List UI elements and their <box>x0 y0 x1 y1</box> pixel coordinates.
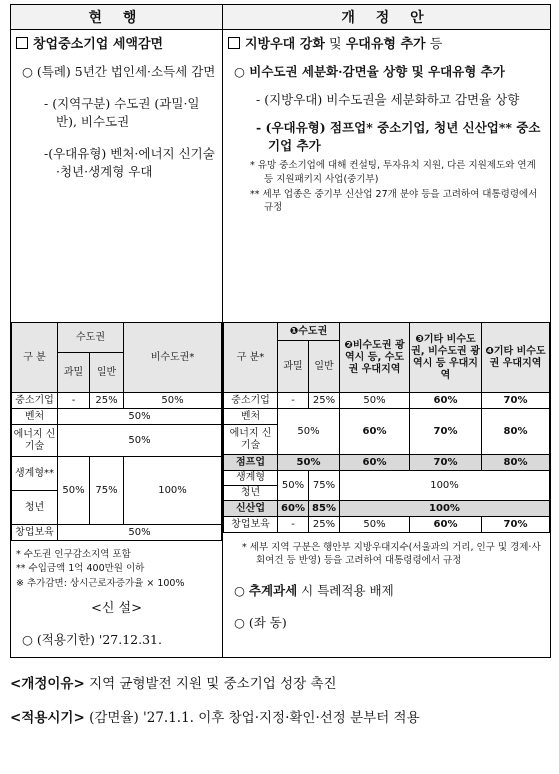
current-note: * 수도권 인구감소지역 포함 <box>16 549 131 560</box>
revised-note: ** 세부 업종은 중기부 신산업 27개 분야 등을 고려하여 대통령령에서 규정 <box>250 188 538 214</box>
current-note: ※ 추가감면: 상시근로자증가율 × 100% <box>16 577 185 589</box>
revised-column <box>223 30 551 658</box>
row-label: 청년 <box>224 486 278 501</box>
cell: 100% <box>340 501 550 517</box>
th-region-4: ❹기타 비수도권 우대지역 <box>482 323 550 393</box>
row-label: 청년 <box>12 491 58 525</box>
th-general: 일반 <box>309 341 340 393</box>
current-expiry: ○ (적용기한) '27.12.31. <box>22 631 162 647</box>
row-label: 창업보육 <box>224 517 278 533</box>
current-title: 창업중소기업 세액감면 <box>16 36 217 55</box>
cell: 50% <box>58 457 90 525</box>
th-capital: 수도권 <box>58 323 124 353</box>
revised-title: 지방우대 강화 및 우대유형 추가 등 <box>228 36 545 55</box>
current-column <box>11 30 223 658</box>
revised-same: ○ (좌 동) <box>234 614 287 630</box>
current-rate-table <box>11 322 222 541</box>
cell: 60% <box>340 455 410 471</box>
cell: 25% <box>309 393 340 409</box>
cell: 70% <box>482 517 550 533</box>
cell: 50% <box>278 409 340 455</box>
cell: 100% <box>124 457 222 525</box>
row-label: 생계형 <box>224 471 278 486</box>
comparison-table <box>10 4 551 658</box>
cell: 60% <box>410 393 482 409</box>
row-label: 점프업 <box>224 455 278 471</box>
cell: 60% <box>410 517 482 533</box>
cell: 50% <box>124 393 222 409</box>
revised-dash-region: - (지방우대) 비수도권을 세분화하고 감면율 상향 <box>256 91 520 107</box>
th-dense: 과밀 <box>278 341 309 393</box>
revised-rate-table <box>223 322 550 533</box>
header-current: 현 행 <box>11 5 223 30</box>
th-gubun: 구 분 <box>12 323 58 393</box>
cell: 75% <box>309 471 340 501</box>
row-label: 창업보육 <box>12 525 58 541</box>
row-label: 벤처 <box>12 409 58 425</box>
row-label: 벤처 <box>224 409 278 425</box>
checkbox-icon <box>16 37 28 49</box>
cell: 50% <box>340 517 410 533</box>
cell: 75% <box>90 457 124 525</box>
cell: 50% <box>278 471 309 501</box>
revised-note: * 유망 중소기업에 대해 컨설팅, 투자유치 지원, 다른 지원제도와 연계 등 지원패키지 사업(중기부) <box>250 160 536 185</box>
cell: 80% <box>482 455 550 471</box>
th-region-3: ❸기타 비수도권, 비수도권 광역시 등 우대지역 <box>410 323 482 393</box>
th-dense: 과밀 <box>58 353 90 393</box>
checkbox-icon <box>228 37 240 49</box>
cell: 70% <box>482 393 550 409</box>
footer <box>10 672 550 726</box>
row-label: 에너지 신기술 <box>12 425 58 457</box>
cell: - <box>58 393 90 409</box>
th-noncapital: 비수도권* <box>124 323 222 393</box>
cell: 60% <box>340 409 410 455</box>
revised-region-note: * 세부 지역 구분은 행안부 지방우대지수(서울과의 거리, 인구 및 경제·사회여건 등 반영) 등을 고려하여 대통령령에서 규정 <box>242 542 541 567</box>
cell: 50% <box>58 525 222 541</box>
row-label: 생계형** <box>12 457 58 491</box>
cell: 50% <box>278 455 340 471</box>
revised-bullet-2: ○ 추계과세 시 특례적용 배제 <box>234 582 394 598</box>
row-label: 신산업 <box>224 501 278 517</box>
cell: 25% <box>90 393 124 409</box>
cell: 50% <box>340 393 410 409</box>
new-label: <신 설> <box>90 600 143 616</box>
cell: 50% <box>58 409 222 425</box>
cell: - <box>278 393 309 409</box>
reason-line: <개정이유> 지역 균형발전 지원 및 중소기업 성장 촉진 <box>10 675 337 692</box>
row-label: 에너지 신기술 <box>224 425 278 455</box>
cell: 25% <box>309 517 340 533</box>
current-note: ** 수입금액 1억 400만원 이하 <box>16 563 145 575</box>
header-revised: 개 정 안 <box>223 5 551 30</box>
current-dash-type: -(우대유형) 벤처·에너지 신기술·청년·생계형 우대 <box>44 146 215 180</box>
cell: 85% <box>309 501 340 517</box>
th-gubun: 구 분* <box>224 323 278 393</box>
cell: 70% <box>410 409 482 455</box>
revised-bullet: ○ 비수도권 세분화·감면율 상향 및 우대유형 추가 <box>234 63 505 79</box>
cell: 50% <box>58 425 222 457</box>
revised-dash-type: - (우대유형) 점프업* 중소기업, 청년 신산업** 중소기업 추가 <box>256 120 541 154</box>
th-region-2: ❷비수도권 광역시 등, 수도권 우대지역 <box>340 323 410 393</box>
document <box>10 4 550 740</box>
cell: 100% <box>340 471 550 501</box>
current-bullet: ○ (특례) 5년간 법인세·소득세 감면 <box>22 63 216 79</box>
timing-line: <적용시기> (감면율) '27.1.1. 이후 창업·지정·확인·선정 분부터 적용 <box>10 709 420 726</box>
cell: - <box>278 517 309 533</box>
cell: 70% <box>410 455 482 471</box>
th-region-1: ❶수도권 <box>278 323 340 341</box>
th-general: 일반 <box>90 353 124 393</box>
cell: 60% <box>278 501 309 517</box>
current-dash-region: - (지역구분) 수도권 (과밀·일반), 비수도권 <box>44 95 200 130</box>
row-label: 중소기업 <box>224 393 278 409</box>
cell: 80% <box>482 409 550 455</box>
row-label: 중소기업 <box>12 393 58 409</box>
